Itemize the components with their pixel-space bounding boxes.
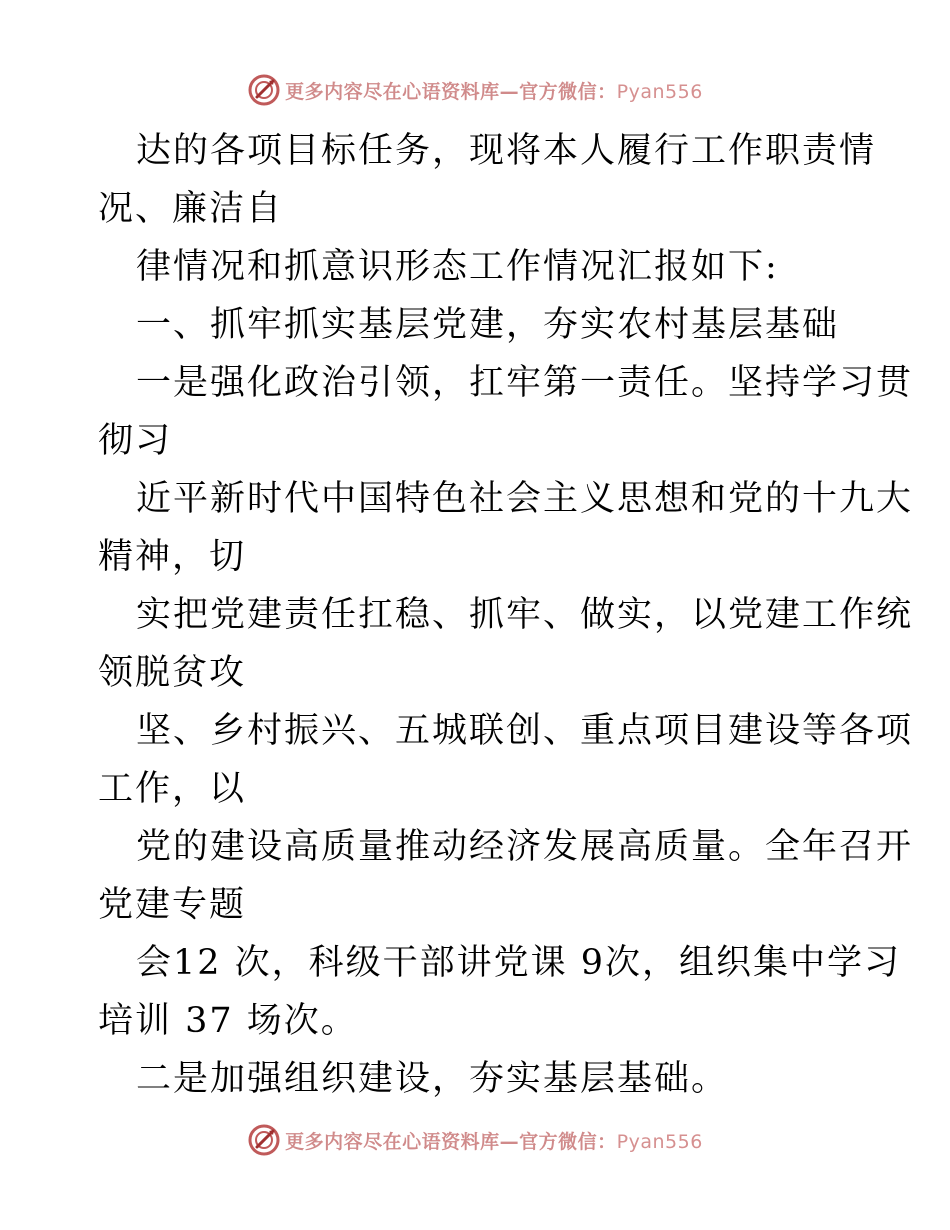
watermark-text: 更多内容尽在心语资料库—官方微信：Pyan556 (285, 80, 703, 103)
watermark-logo-icon (247, 73, 281, 107)
body-line: 党建专题 (98, 885, 247, 925)
body-line: 律情况和抓意识形态工作情况汇报如下: (136, 247, 779, 287)
body-line: 精神，切 (98, 537, 247, 577)
body-line: 会12 次，科级干部讲党课 9次，组织集中学习 (136, 943, 902, 983)
body-line: 彻习 (98, 421, 173, 461)
body-line: 近平新时代中国特色社会主义思想和党的十九大 (136, 479, 914, 519)
header-watermark (0, 70, 950, 110)
body-line: 一是强化政治引领，扛牢第一责任。坚持学习贯 (136, 363, 914, 403)
footer-watermark (0, 1120, 950, 1160)
body-line: 工作，以 (98, 769, 247, 809)
watermark-text: 更多内容尽在心语资料库—官方微信：Pyan556 (285, 1130, 703, 1153)
document-body (98, 122, 914, 1108)
body-line: 领脱贫攻 (98, 653, 247, 693)
section-heading: 一、抓牢抓实基层党建，夯实农村基层基础 (136, 305, 840, 345)
body-line: 坚、乡村振兴、五城联创、重点项目建设等各项 (136, 711, 914, 751)
body-line: 党的建设高质量推动经济发展高质量。全年召开 (136, 827, 914, 867)
body-line: 况、廉洁自 (98, 189, 284, 229)
body-line: 实把党建责任扛稳、抓牢、做实，以党建工作统 (136, 595, 914, 635)
body-line: 培训 37 场次。 (98, 1001, 358, 1041)
body-line: 达的各项目标任务，现将本人履行工作职责情 (136, 131, 877, 171)
watermark-logo-icon (247, 1123, 281, 1157)
body-line: 二是加强组织建设，夯实基层基础。 (136, 1059, 729, 1099)
